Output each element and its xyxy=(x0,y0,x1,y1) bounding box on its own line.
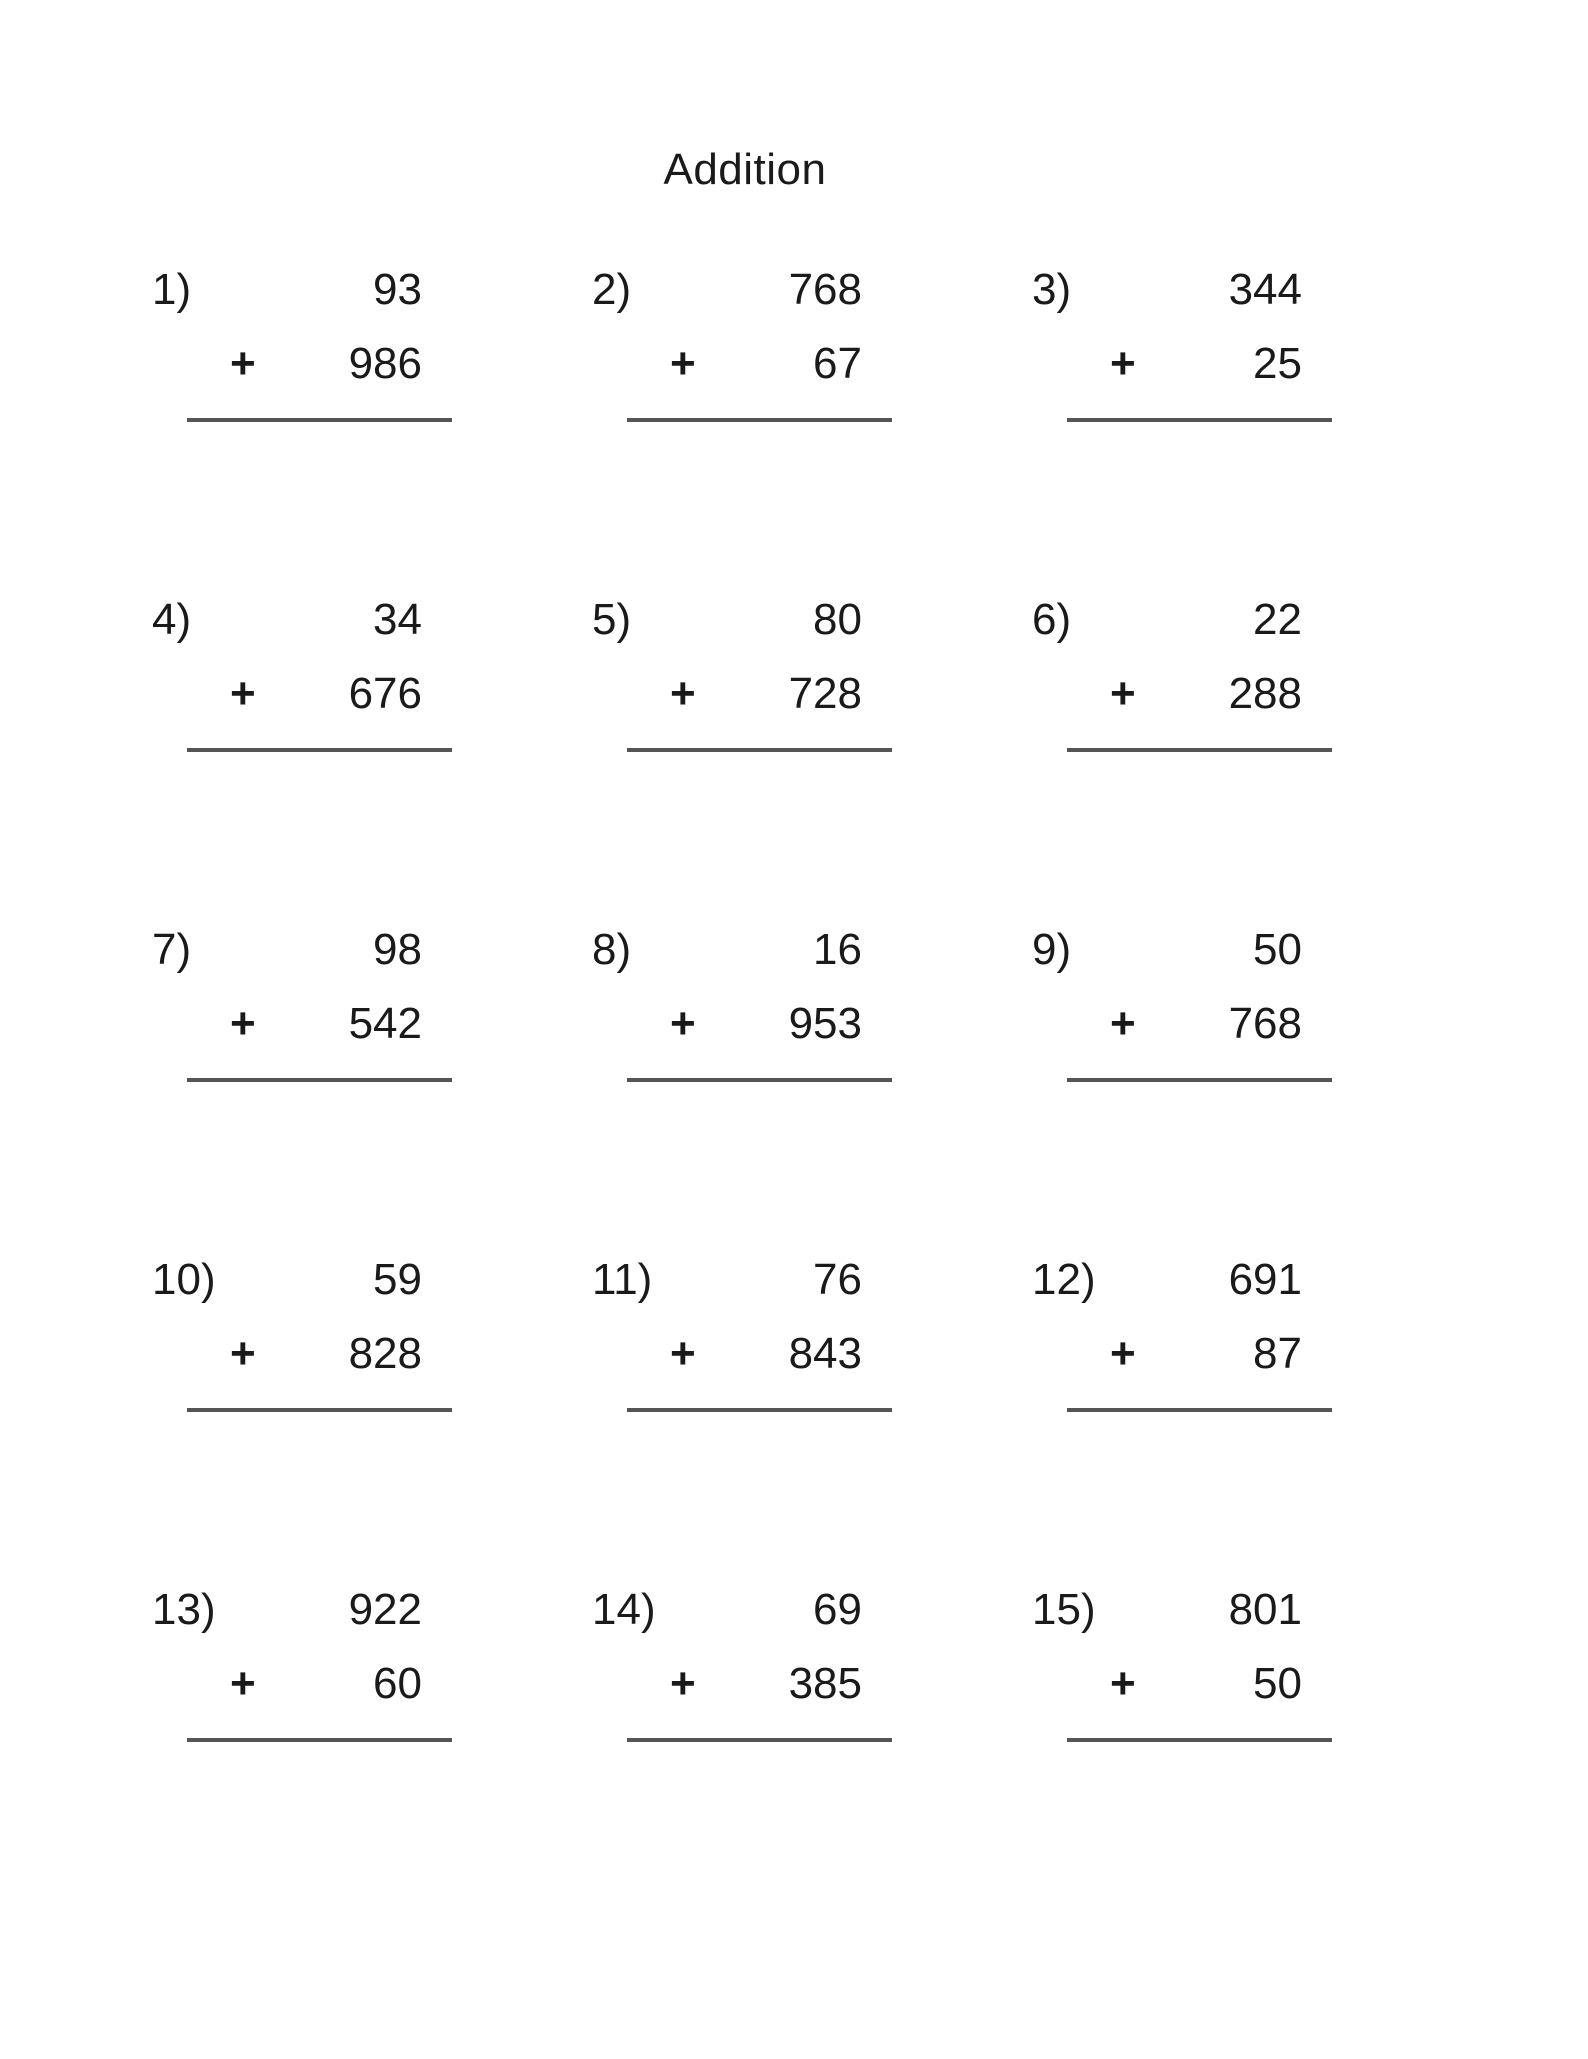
problem-number: 9) xyxy=(1032,925,1072,974)
answer-line xyxy=(627,1078,892,1082)
second-addend: 828 xyxy=(348,1329,422,1378)
problem-15 xyxy=(1032,1585,1332,1768)
problem-number: 13) xyxy=(152,1585,216,1634)
first-addend: 768 xyxy=(788,265,862,314)
problem-5 xyxy=(592,595,892,778)
first-addend: 50 xyxy=(1253,925,1302,974)
problem-number: 10) xyxy=(152,1255,216,1304)
first-addend: 59 xyxy=(373,1255,422,1304)
problem-10 xyxy=(152,1255,452,1438)
answer-line xyxy=(627,1408,892,1412)
answer-line xyxy=(1067,1408,1332,1412)
second-addend: 67 xyxy=(813,339,862,388)
problem-11 xyxy=(592,1255,892,1438)
second-addend: 60 xyxy=(373,1659,422,1708)
plus-sign: + xyxy=(230,669,256,718)
plus-sign: + xyxy=(230,999,256,1048)
problem-13 xyxy=(152,1585,452,1768)
plus-sign: + xyxy=(1110,339,1136,388)
second-addend: 25 xyxy=(1253,339,1302,388)
answer-line xyxy=(1067,748,1332,752)
answer-line xyxy=(627,1738,892,1742)
answer-line xyxy=(187,748,452,752)
problem-number: 5) xyxy=(592,595,632,644)
first-addend: 344 xyxy=(1228,265,1302,314)
plus-sign: + xyxy=(670,339,696,388)
first-addend: 93 xyxy=(373,265,422,314)
first-addend: 34 xyxy=(373,595,422,644)
second-addend: 288 xyxy=(1228,669,1302,718)
problem-9 xyxy=(1032,925,1332,1108)
plus-sign: + xyxy=(1110,669,1136,718)
answer-line xyxy=(627,748,892,752)
problem-number: 15) xyxy=(1032,1585,1096,1634)
first-addend: 22 xyxy=(1253,595,1302,644)
problem-14 xyxy=(592,1585,892,1768)
plus-sign: + xyxy=(670,1329,696,1378)
first-addend: 80 xyxy=(813,595,862,644)
second-addend: 953 xyxy=(788,999,862,1048)
worksheet-title: Addition xyxy=(663,145,827,194)
plus-sign: + xyxy=(670,1659,696,1708)
problem-number: 1) xyxy=(152,265,192,314)
problem-number: 14) xyxy=(592,1585,656,1634)
second-addend: 843 xyxy=(788,1329,862,1378)
problem-3 xyxy=(1032,265,1332,448)
first-addend: 801 xyxy=(1228,1585,1302,1634)
second-addend: 986 xyxy=(348,339,422,388)
answer-line xyxy=(1067,418,1332,422)
first-addend: 98 xyxy=(373,925,422,974)
problem-2 xyxy=(592,265,892,448)
answer-line xyxy=(627,418,892,422)
problem-number: 3) xyxy=(1032,265,1072,314)
plus-sign: + xyxy=(1110,999,1136,1048)
answer-line xyxy=(187,1078,452,1082)
problem-6 xyxy=(1032,595,1332,778)
second-addend: 768 xyxy=(1228,999,1302,1048)
problem-number: 12) xyxy=(1032,1255,1096,1304)
second-addend: 50 xyxy=(1253,1659,1302,1708)
answer-line xyxy=(187,1738,452,1742)
plus-sign: + xyxy=(1110,1329,1136,1378)
plus-sign: + xyxy=(670,669,696,718)
problem-number: 6) xyxy=(1032,595,1072,644)
first-addend: 69 xyxy=(813,1585,862,1634)
problem-number: 7) xyxy=(152,925,192,974)
second-addend: 676 xyxy=(348,669,422,718)
plus-sign: + xyxy=(230,1659,256,1708)
second-addend: 542 xyxy=(348,999,422,1048)
problem-number: 11) xyxy=(592,1255,653,1304)
first-addend: 16 xyxy=(813,925,862,974)
answer-line xyxy=(1067,1738,1332,1742)
problem-number: 8) xyxy=(592,925,632,974)
answer-line xyxy=(187,1408,452,1412)
plus-sign: + xyxy=(1110,1659,1136,1708)
second-addend: 385 xyxy=(788,1659,862,1708)
plus-sign: + xyxy=(670,999,696,1048)
plus-sign: + xyxy=(230,1329,256,1378)
problem-number: 2) xyxy=(592,265,632,314)
problem-number: 4) xyxy=(152,595,192,644)
first-addend: 691 xyxy=(1228,1255,1302,1304)
answer-line xyxy=(187,418,452,422)
problem-12 xyxy=(1032,1255,1332,1438)
problem-8 xyxy=(592,925,892,1108)
second-addend: 728 xyxy=(788,669,862,718)
plus-sign: + xyxy=(230,339,256,388)
answer-line xyxy=(1067,1078,1332,1082)
second-addend: 87 xyxy=(1253,1329,1302,1378)
first-addend: 76 xyxy=(813,1255,862,1304)
problem-4 xyxy=(152,595,452,778)
problem-1 xyxy=(152,265,452,448)
first-addend: 922 xyxy=(348,1585,422,1634)
problem-7 xyxy=(152,925,452,1108)
